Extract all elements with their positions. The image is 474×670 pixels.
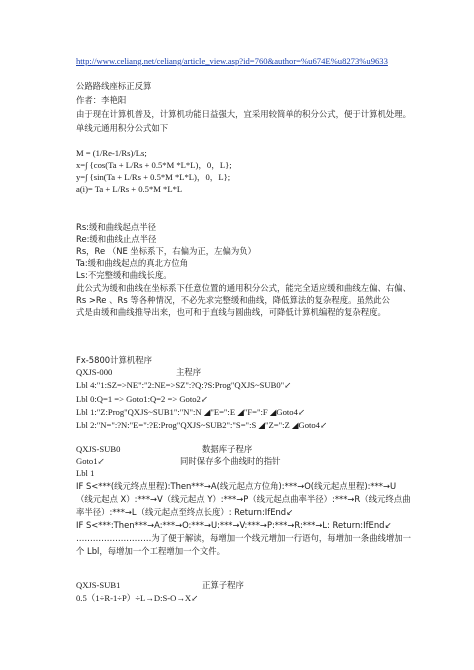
main-program-name: QXJS-000	[76, 367, 113, 377]
paragraph-line: 此公式为缓和曲线在坐标系下任意位置的通用积分公式，能完全适应缓和曲线左偏、右偏、	[76, 283, 411, 293]
formula-line: x=∫ {cos(Ta + L/Rs + 0.5*M *L*L)，0，L};	[76, 160, 232, 170]
definition-line: Rs，Re （NE 坐标系下，右偏为正，左偏为负）	[76, 246, 257, 256]
code-line: IF S<***:Then***→A:***→O:***→U:***→V:***→P:***→R:***→L: Return:IfEnd↙	[76, 520, 392, 530]
main-program-label: 主程序	[176, 367, 202, 377]
code-line: 0.5（1÷R-1÷P）÷L→D:S-O→X↙	[76, 593, 199, 603]
code-line: Lbl 2:"N=":?N:"E=":?E:Prog"QXJS~SUB2":"S=":S ◢"Z=":Z ◢Goto4↙	[76, 420, 328, 430]
code-line: 率半径）:***→L（线元起点至终点长度）: Return:IfEnd↙	[76, 507, 294, 517]
code-line: （线元起点 X）:***→V（线元起点 Y）:***→P（线元起点曲率半径）:***→R（线元终点曲	[76, 494, 411, 504]
formula-line: a(i)= Ta + L/Rs + 0.5*M *L*L	[76, 184, 183, 194]
intro-line-2: 单线元通用积分公式如下	[76, 123, 169, 133]
doc-author: 作者：李艳阳	[76, 95, 127, 105]
paragraph-line: 式是由缓和曲线推导出来，也可和于直线与圆曲线，可降低计算机编程的复杂程度。	[76, 307, 386, 317]
definition-line: Rs:缓和曲线起点半径	[76, 222, 157, 232]
db-program-label: 数据库子程序	[202, 444, 253, 454]
code-line: IF S<***(线元终点里程):Then***→A(线元起点方位角):***→O(线元起点里程):***→U	[76, 481, 397, 491]
code-line: Lbl 4:"1:SZ=>NE":"2:NE=>SZ":?Q:?S:Prog"QXJS~SUB0"↙	[76, 380, 292, 390]
db-program-name: QXJS-SUB0	[76, 444, 121, 454]
source-link[interactable]: http://www.celiang.net/celiang/article_view.asp?id=760&author=%u674E%u8273%u9633	[76, 56, 388, 66]
code-line: Lbl 0:Q=1 => Goto1:Q=2 => Goto2↙	[76, 394, 209, 404]
definition-line: Ta:缓和曲线起点的真北方位角	[76, 258, 189, 268]
formula-line: M = (1/Re-1/Rs)/Ls;	[76, 148, 147, 158]
code-line: Lbl 1:"Z:Prog"QXJS~SUB1":"N":N ◢"E=":E ◢"F=":F ◢Goto4↙	[76, 407, 306, 417]
definition-line: Ls:不完整缓和曲线长度。	[76, 270, 172, 280]
calc-program-label: 正算子程序	[202, 580, 244, 590]
doc-title: 公路路线座标正反算	[76, 81, 152, 91]
code-line: Goto1↙	[76, 456, 105, 466]
intro-line: 由于现在计算机普及，计算机功能日益强大，宜采用较简单的积分公式，便于计算机处理。	[76, 109, 411, 119]
code-line: 个 Lbl，每增加一个工程增加一个文件。	[76, 546, 225, 556]
calc-program-name: QXJS-SUB1	[76, 580, 121, 590]
program-title: Fx-5800计算机程序	[76, 355, 152, 365]
definition-line: Re:缓和曲线止点半径	[76, 234, 157, 244]
db-note: 同时保存多个曲线时的指针	[180, 456, 281, 466]
code-line: Lbl 1	[76, 468, 95, 478]
paragraph-line: Rs >Re 、Rs 等各种情况，不必先求完整缓和曲线，降低算法的复杂程度。虽然此公	[76, 295, 390, 305]
code-line: ………………………为了便于解读，每增加一个线元增加一行语句，每增加一条曲线增加一	[76, 533, 411, 543]
formula-line: y=∫ {sin(Ta + L/Rs + 0.5*M *L*L)，0，L};	[76, 172, 231, 182]
